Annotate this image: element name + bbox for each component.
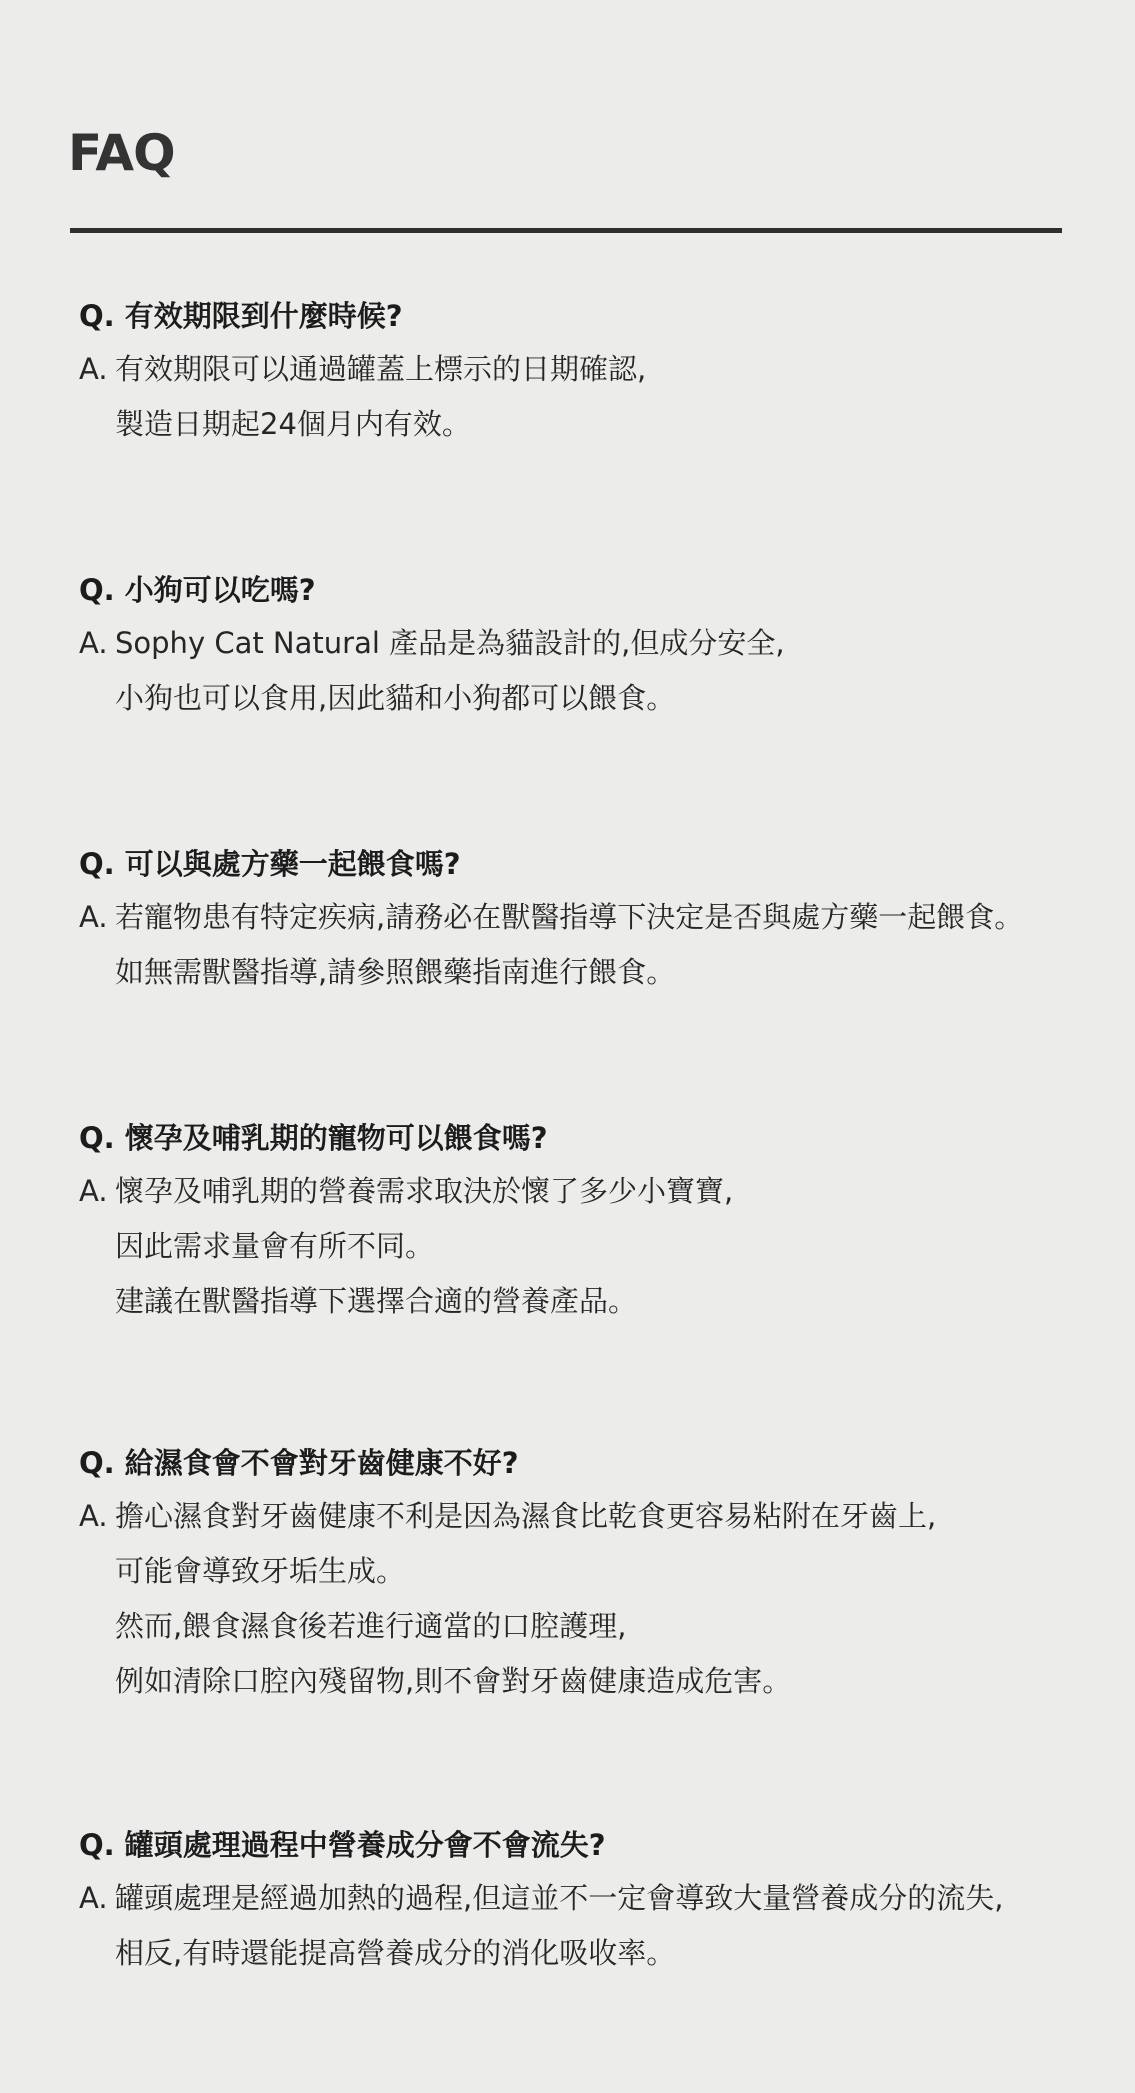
faq-item-pregnancy [79, 1112, 1129, 1329]
title-divider [70, 228, 1062, 233]
answer-prefix: A. [79, 352, 108, 386]
answer-lines [115, 616, 1129, 726]
answer-line: 相反,有時還能提高營養成分的消化吸收率。 [115, 1936, 676, 1970]
answer-line: 製造日期起24個月内有效。 [115, 407, 471, 441]
answer-line: 如無需獸醫指導,請參照餵藥指南進行餵食。 [115, 955, 676, 989]
answer-line: Sophy Cat Natural 產品是為貓設計的,但成分安全, [115, 626, 785, 660]
answer-lines [115, 342, 1129, 452]
answer-line: 若寵物患有特定疾病,請務必在獸醫指導下決定是否與處方藥一起餵食。 [115, 900, 1024, 934]
answer-line: 因此需求量會有所不同。 [115, 1229, 435, 1263]
answer-line: 建議在獸醫指導下選擇合適的營養產品。 [115, 1284, 638, 1318]
faq-question: Q. 可以與處方藥一起餵食嗎? [79, 847, 461, 881]
answer-line: 可能會導致牙垢生成。 [115, 1554, 406, 1588]
faq-answer [79, 890, 1129, 1000]
faq-question: Q. 小狗可以吃嗎? [79, 573, 316, 607]
answer-line: 有效期限可以通過罐蓋上標示的日期確認, [115, 352, 647, 386]
faq-question: Q. 給濕食會不會對牙齒健康不好? [79, 1446, 519, 1480]
faq-question: Q. 有效期限到什麼時候? [79, 299, 403, 333]
faq-answer [79, 616, 1129, 726]
answer-prefix: A. [79, 1499, 108, 1533]
faq-question: Q. 懷孕及哺乳期的寵物可以餵食嗎? [79, 1121, 548, 1155]
faq-list [79, 290, 1129, 2093]
answer-lines [115, 1871, 1129, 1981]
faq-answer [79, 342, 1129, 452]
faq-item-expiry [79, 290, 1129, 452]
answer-line: 小狗也可以食用,因此貓和小狗都可以餵食。 [115, 681, 676, 715]
faq-item-canning [79, 1819, 1129, 1981]
answer-prefix: A. [79, 626, 108, 660]
answer-prefix: A. [79, 1174, 108, 1208]
faq-item-prescription [79, 838, 1129, 1000]
faq-question: Q. 罐頭處理過程中營養成分會不會流失? [79, 1828, 606, 1862]
answer-lines [115, 1164, 1129, 1329]
answer-lines [115, 890, 1129, 1000]
answer-line: 然而,餵食濕食後若進行適當的口腔護理, [115, 1609, 627, 1643]
answer-lines [115, 1489, 1129, 1709]
faq-answer [79, 1489, 1129, 1709]
answer-prefix: A. [79, 900, 108, 934]
faq-answer [79, 1164, 1129, 1329]
faq-item-dental [79, 1437, 1129, 1709]
answer-line: 罐頭處理是經過加熱的過程,但這並不一定會導致大量營養成分的流失, [115, 1881, 1004, 1915]
answer-line: 懷孕及哺乳期的營養需求取決於懷了多少小寶寶, [115, 1174, 734, 1208]
faq-item-dogs [79, 564, 1129, 726]
answer-line: 例如清除口腔內殘留物,則不會對牙齒健康造成危害。 [115, 1664, 792, 1698]
answer-line: 擔心濕食對牙齒健康不利是因為濕食比乾食更容易粘附在牙齒上, [115, 1499, 937, 1533]
page-title: FAQ [68, 124, 175, 182]
faq-answer [79, 1871, 1129, 1981]
answer-prefix: A. [79, 1881, 108, 1915]
